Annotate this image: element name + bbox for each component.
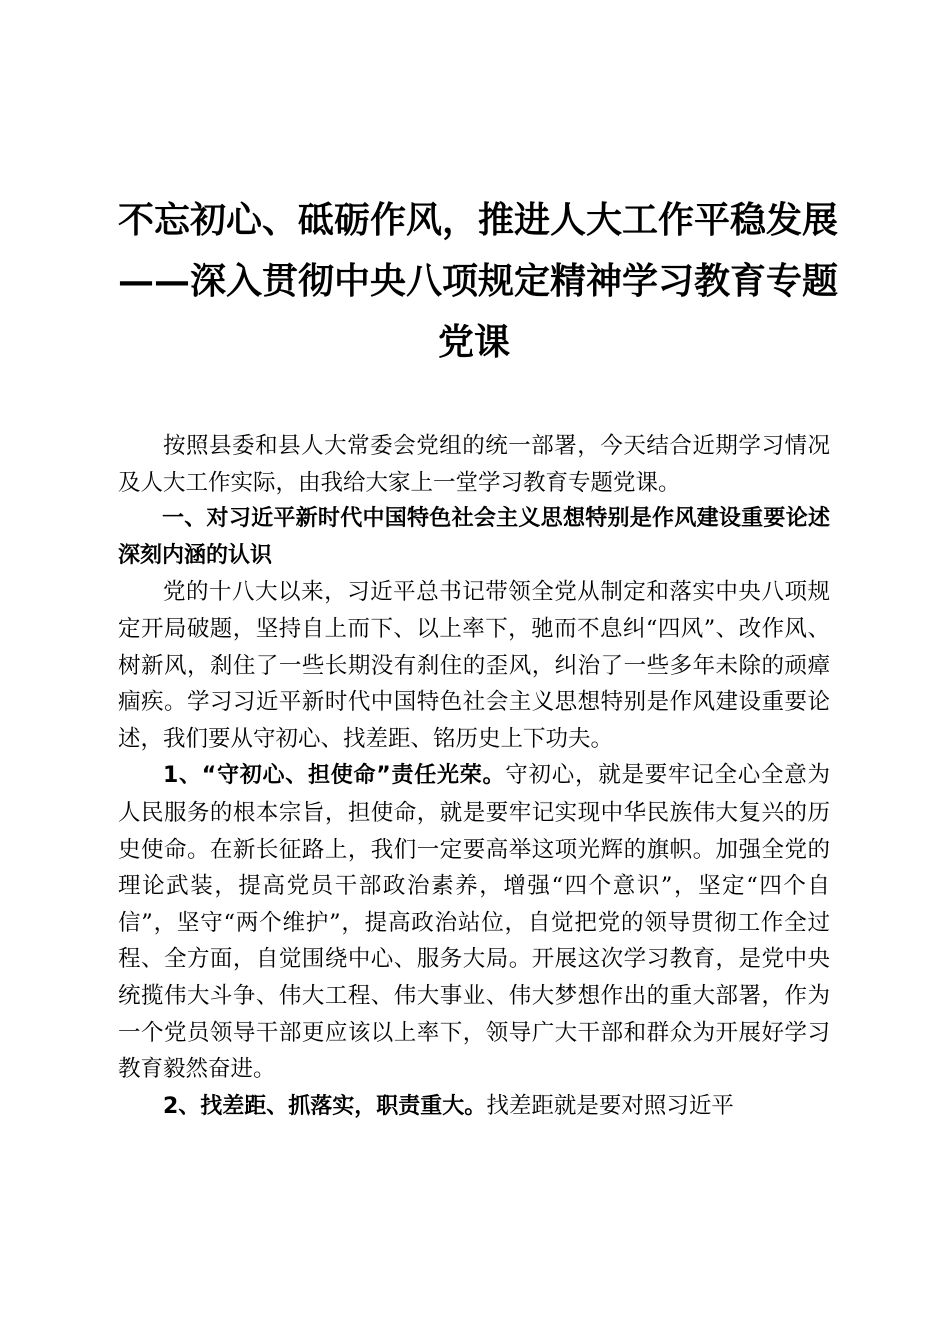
point-1-lead: 1、“守初心、担使命”责任光荣。 [163, 763, 506, 789]
document-body [118, 428, 830, 1125]
document-title [118, 190, 839, 373]
point-2-paragraph [118, 1088, 830, 1126]
point-2-lead: 2、找差距、抓落实，职责重大。 [163, 1093, 487, 1119]
title-line-1: 不忘初心、砥砺作风，推进人大工作平稳发展 [118, 199, 839, 241]
title-line-3: 党课 [437, 321, 510, 363]
section-1-heading: 一、对习近平新时代中国特色社会主义思想特别是作风建设重要论述深刻内涵的认识 [118, 506, 830, 568]
point-1-paragraph [118, 757, 830, 1087]
title-line-2: ——深入贯彻中央八项规定精神学习教育专题 [118, 260, 839, 302]
intro-paragraph: 按照县委和县人大常委会党组的统一部署，今天结合近期学习情况及人大工作实际，由我给大家上一堂学习教育专题党课。 [118, 433, 830, 496]
point-2-body: 找差距就是要对照习近平 [486, 1092, 734, 1119]
point-1-body: 守初心，就是要牢记全心全意为人民服务的根本宗旨，担使命，就是要牢记实现中华民族伟大复兴的历史使命。在新长征路上，我们一定要高举这项光辉的旗帜。加强全党的理论武装，提高党员干部政治素养，增强“四个意识”，坚定“四个自信”，坚守“两个维护”，提高政治站位，自觉把党的领导贯彻工作全过程、全方面，自觉围绕中心、服务大局。开展这次学习教育，是党中央统揽伟大斗争、伟大工程、伟大事业、伟大梦想作出的重大部署，作为一个党员领导干部更应该以上率下，领导广大干部和群众为开展好学习教育毅然奋进。 [118, 762, 830, 1083]
section-1-paragraph: 党的十八大以来，习近平总书记带领全党从制定和落实中央八项规定开局破题，坚持自上而下、以上率下，驰而不息纠“四风”、改作风、树新风，刹住了一些长期没有刹住的歪风，纠治了一些多年未除的顽瘴痼疾。学习习近平新时代中国特色社会主义思想特别是作风建设重要论述，我们要从守初心、找差距、铭历史上下功夫。 [118, 579, 830, 752]
